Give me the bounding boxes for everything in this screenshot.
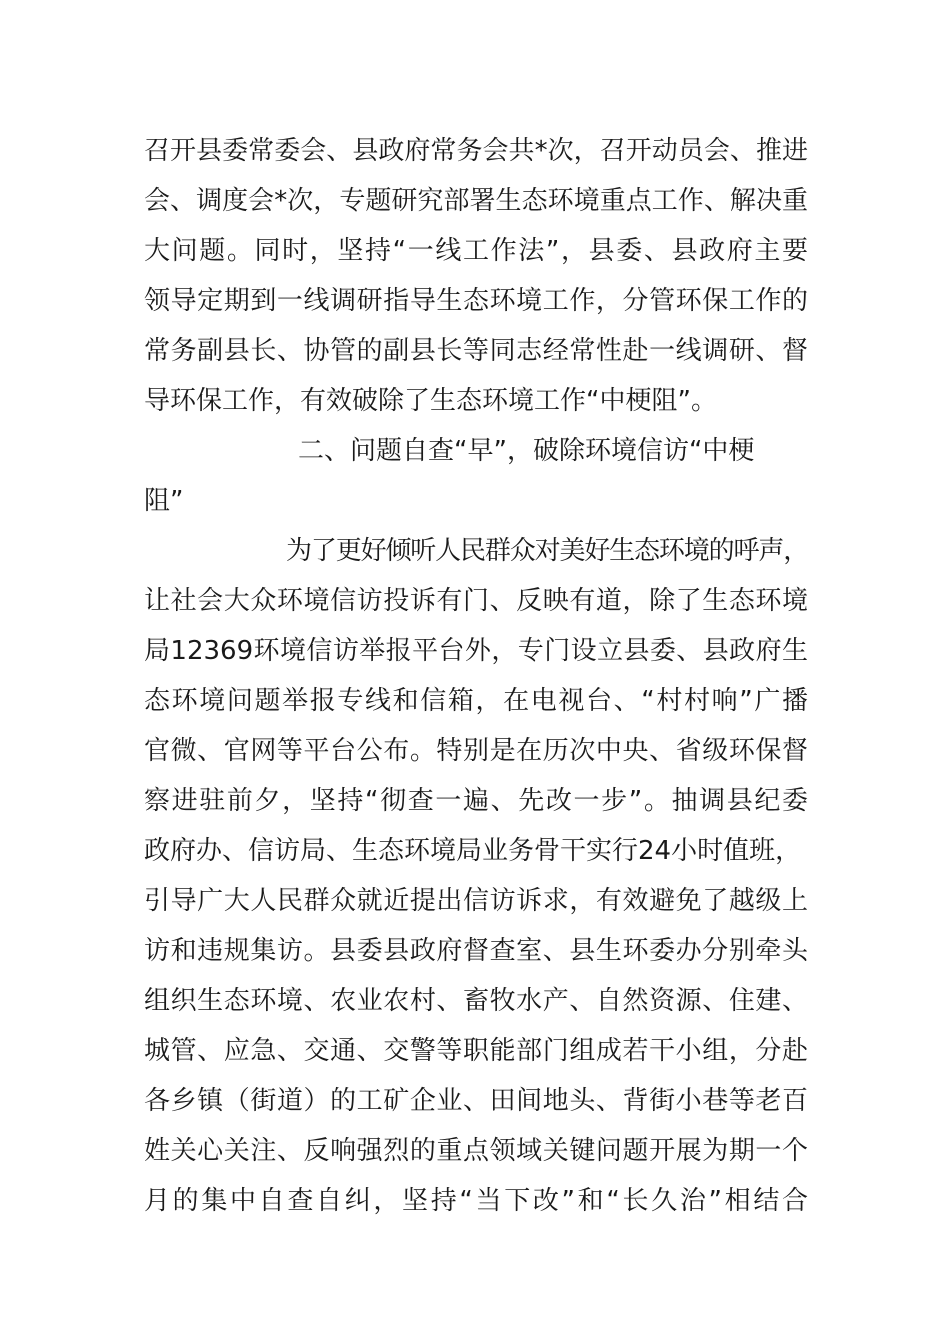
paragraph-2-line: 察进驻前夕，坚持“彻查一遍、先改一步”。抽调县纪委 (144, 786, 808, 816)
paragraph-1-line: 会、调度会*次，专题研究部署生态环境重点工作、解决重 (144, 186, 808, 216)
paragraph-2-line: 政府办、信访局、生态环境局业务骨干实行24小时值班， (144, 836, 802, 866)
section-heading-continuation: 阻” (144, 486, 184, 516)
paragraph-1-line: 常务副县长、协管的副县长等同志经常性赴一线调研、督 (144, 336, 808, 366)
paragraph-2-line: 月的集中自查自纠，坚持“当下改”和“长久治”相结合 (144, 1186, 808, 1216)
paragraph-2-line: 让社会大众环境信访投诉有门、反映有道，除了生态环境 (144, 586, 808, 616)
paragraph-2-line: 态环境问题举报专线和信箱，在电视台、“村村响”广播 (144, 686, 808, 716)
paragraph-2-line: 为了更好倾听人民群众对美好生态环境的呼声， (286, 536, 809, 566)
section-heading: 二、问题自查“早”，破除环境信访“中梗 (298, 436, 755, 466)
paragraph-1-line: 领导定期到一线调研指导生态环境工作，分管环保工作的 (144, 286, 808, 316)
paragraph-2-line: 姓关心关注、反响强烈的重点领域关键问题开展为期一个 (144, 1136, 808, 1166)
paragraph-2-line: 城管、应急、交通、交警等职能部门组成若干小组，分赴 (144, 1036, 808, 1066)
paragraph-2-line: 官微、官网等平台公布。特别是在历次中央、省级环保督 (144, 736, 808, 766)
paragraph-1-line: 召开县委常委会、县政府常务会共*次，召开动员会、推进 (144, 136, 808, 166)
paragraph-1-line: 导环保工作，有效破除了生态环境工作“中梗阻”。 (144, 386, 717, 416)
paragraph-2-line: 访和违规集访。县委县政府督查室、县生环委办分别牵头 (144, 936, 808, 966)
paragraph-2-line: 局12369环境信访举报平台外，专门设立县委、县政府生 (144, 636, 808, 666)
paragraph-1-line: 大问题。同时，坚持“一线工作法”，县委、县政府主要 (144, 236, 808, 266)
paragraph-2-line: 引导广大人民群众就近提出信访诉求，有效避免了越级上 (144, 886, 808, 916)
paragraph-2-line: 组织生态环境、农业农村、畜牧水产、自然资源、住建、 (144, 986, 808, 1016)
paragraph-2-line: 各乡镇（街道）的工矿企业、田间地头、背街小巷等老百 (144, 1086, 808, 1116)
